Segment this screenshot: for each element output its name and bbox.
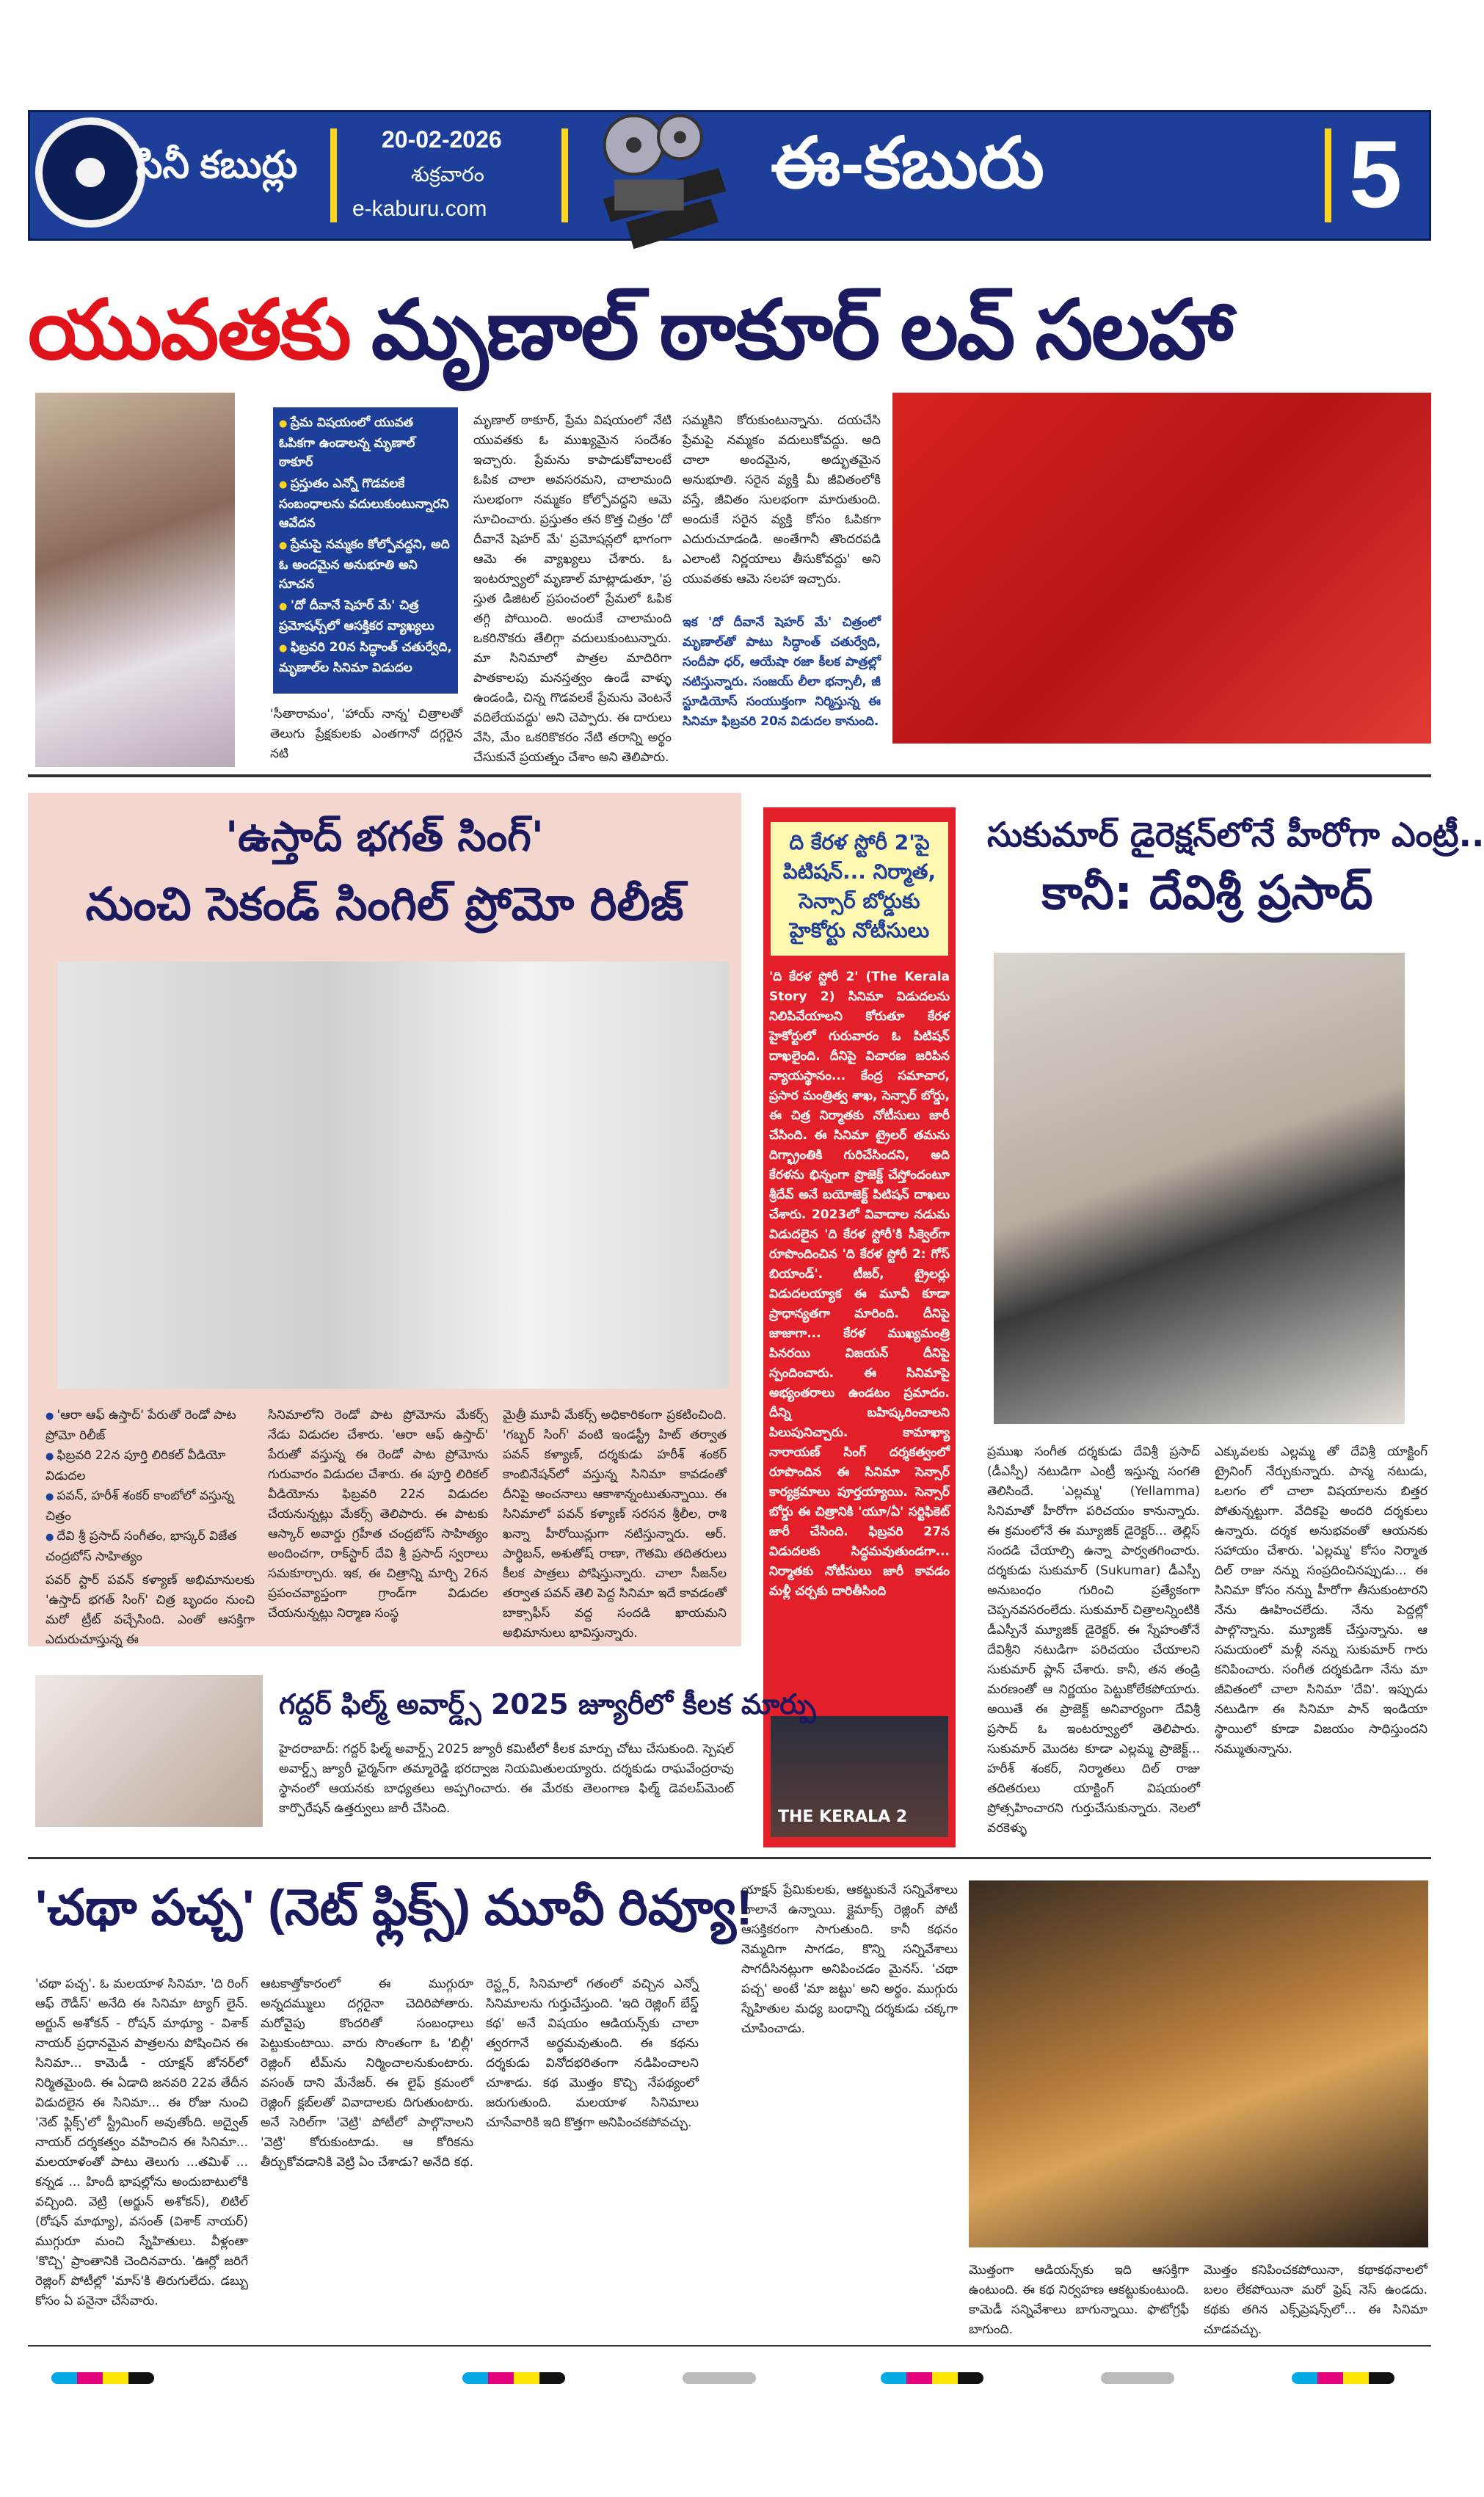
story6-col4: యాక్షన్ ప్రేమికులకు, ఆకట్టుకునే సన్నివేశాలు చాలానే ఉన్నాయి. క్లైమాక్స్ రెజ్లింగ్ పోటీ ఆసక్తికరంగా సాగుతుంది. కానీ కథనం నెమ్మదిగా సాగడం, కొన్ని సన్నివేశాలు సాగదీసినట్లుగా అనిపించడం మైనస్. 'చథా పచ్చ' అంటే 'మా జట్టు' అని అర్థం. ముగ్గురు స్నేహితుల మధ్య బంధాన్ని దర్శకుడు చక్కగా చూపించాడు. — [741, 1883, 958, 2036]
gaddar-awards-photo — [35, 1675, 263, 1827]
website-link[interactable]: e-kaburu.com — [352, 197, 487, 221]
page-number: 5 — [1349, 120, 1403, 228]
story2-bullets — [46, 1406, 255, 1567]
highlight-item: ● ప్రేమపై నమ్మకం కోల్పోవద్దని, అది ఓ అందమైన అనుభూతి అని సూచన — [279, 535, 452, 594]
color-registration-mark — [51, 2372, 154, 2384]
film-projector-icon — [580, 106, 734, 261]
story2-col3: మైత్రీ మూవీ మేకర్స్ అధికారికంగా ప్రకటించింది. 'గబ్బర్ సింగ్' వంటి ఇండస్ట్రీ హిట్ తర్వాత పవన్ కళ్యాణ్, దర్శకుడు హరీశ్ శంకర్ కాంబినేషన్‌లో వస్తున్న సినిమా కావడంతో దీనిపై అంచనాలు ఆకాశాన్నంటుతున్నాయి. ఈ సినిమాలో పవన్ కళ్యాణ్ సరసన శ్రీలీల, రాశి ఖన్నా హీరోయిన్లుగా నటిస్తున్నారు. ఆర్. పార్థిబన్, అశుతోష్ రాణా, గౌతమి తదితరులు కీలక పాత్రలు పోషిస్తున్నారు. చాలా సీజన్‌ల తర్వాత పవన్ తెలి పెద్ద సినిమా ఇదే కావడంతో బాక్సాఫీస్ వద్ద సందడి ఖాయమని అభిమానులు భావిస్తున్నారు. — [503, 1408, 727, 1640]
story4-headline-line1[interactable]: సుకుమార్ డైరెక్షన్‌లోనే హీరోగా ఎంట్రీ.. — [987, 815, 1484, 854]
story1-col1: మృణాల్ ఠాకూర్, ప్రేమ విషయంలో నేటి యువతకు ఓ ముఖ్యమైన సందేశం ఇచ్చారు. ప్రేమను కాపాడుకోవాలంటే ఓపిక చాలా అవసరమని, చాలామంది సులభంగా నమ్మకం కోల్పోవద్దని ఆమె సూచించారు. ప్రస్తుతం తన కొత్త చిత్రం 'దో దీవానే షెహర్ మే' ప్రమోషన్లలో భాగంగా ఆమె ఈ వ్యాఖ్యలు చేశారు. ఓ ఇంటర్వ్యూలో మృణాల్ మాట్లాడుతూ, 'ప్ర స్తుత డిజిటల్ ప్రపంచంలో ప్రేమలో ఓపిక తగ్గి పోయింది. అందుకే చాలామంది ఒకరినొకరు తేలిగ్గా వదులుకుంటున్నారు. మా సినిమాలో పాత్రల మాదిరిగా పాతకాలపు మనస్తత్వం ఉండే వాళ్ళు ఉండండి, చిన్న గొడవలకే ప్రేమను వెంటనే వదిలేయవద్దు' అని చెప్పారు. ఈ దారులు వేసి, మేం ఒకరికొకరం నేటి తరాన్ని అర్థం చేసుకునే ప్రయత్నం చేశాం అని తెలిపారు. — [473, 413, 672, 765]
story6-col1: 'చథా పచ్చ'. ఓ మలయాళ సినిమా. 'ది రింగ్ ఆఫ్ రౌడీస్' అనేది ఈ సినిమా ట్యాగ్ లైన్. అర్జున్ అశోకన్ - రోషన్ మాథ్యూ - విశాక్ నాయర్ ప్రధానమైన పాత్రలను పోషించిన ఈ సినిమా... కామెడీ - యాక్షన్ జోనర్‌లో నిర్మితమైంది. ఈ ఏడాది జనవరి 22వ తేదీన విడుదలైన ఈ సినిమా... ఈ రోజు నుంచి 'నెట్ ఫ్లిక్స్'లో స్ట్రీమింగ్ అవుతోంది. అద్వైత్ నాయర్ దర్శకత్వం వహించిన ఈ సినిమా... మలయాళంతో పాటు తెలుగు ...తమిళ్ ... కన్నడ ... హిందీ భాషల్లోను అందుబాటులోకి వచ్చింది. వెట్రి (అర్జున్ అశోకన్), లిటిల్ (రోషన్ మాథ్యూ), వసంత్ (విశాక్ నాయర్) ముగ్గురూ మంచి స్నేహితులు. వీళ్లంతా 'కొచ్చి' ప్రాంతానికి చెందినవారు. 'ఊర్లో జరిగే రెజ్లింగ్ పోటీల్లో 'మాస్'కి తిరుగులేదు. డబ్బు కోసం ఏ పనైనా చేసేవారు. — [35, 1977, 248, 2308]
bullet-item: ● పవన్, హరీశ్ శంకర్ కాంబోలో వస్తున్న చిత్రం — [46, 1486, 255, 1527]
story2-col1-tail: పవర్ స్టార్ పవన్ కళ్యాణ్ అభిమానులకు 'ఉస్తాద్ భగత్ సింగ్' చిత్ర బృందం నుంచి మరో ట్రీట్ వచ్చేసింది. ఎంతో ఆసక్తిగా ఎదురుచూస్తున్న ఈ — [46, 1573, 255, 1647]
story6-col3: రెస్ట్లర్, సినిమాలో గతంలో వచ్చిన ఎన్నో సినిమాలను గుర్తుచేస్తుంది. 'ఇది రెజ్లింగ్ బేస్డ్ కథ' అనే విషయం ఆడియన్స్‌కు చాలా త్వరగానే అర్థమవుతుంది. ఈ కథను దర్శకుడు వినోదభరితంగా నడిపించాలని చూశాడు. కథ మొత్తం కొచ్చి నేపథ్యంలో జరుగుతుంది. మలయాళ సినిమాలు చూసేవారికి ఇది కొత్తగా అనిపించకపోవచ్చు. — [486, 1977, 699, 2130]
story5-text: హైదరాబాద్: గద్దర్ ఫిల్మ్ అవార్డ్స్ 2025 జ్యూరీ కమిటీలో కీలక మార్పు చోటు చేసుకుంది. స్పెషల్ అవార్డ్స్ జ్యూరీ ఛైర్మన్‌గా తమ్మారెడ్డి భరద్వాజ నియమితులయ్యారు. దర్శకుడు రాఘవేంద్రరావు స్థానంలో ఆయనకు బాధ్యతలు అప్పగించారు. ఈ మేరకు తెలంగాణ ఫిల్మ్ డెవలప్‌మెంట్ కార్పొరేషన్ ఉత్తర్వులు జారీ చేసింది. — [279, 1742, 734, 1816]
section-name: సినీ కబుర్లు — [136, 144, 298, 186]
gray-registration-mark — [683, 2372, 756, 2384]
story3-headline[interactable]: ది కేరళ స్టోరీ 2'పై పిటిషన్... నిర్మాత, సెన్సార్ బోర్డుకు హైకోర్టు నోటీసులు — [771, 822, 948, 956]
bullet-item: ● దేవి శ్రీ ప్రసాద్ సంగీతం, భాస్కర్ విజేత చంద్రబోస్ సాహిత్యం — [46, 1527, 255, 1567]
highlight-item: ● ప్రస్తుతం ఎన్నో గొడవలకే సంబంధాలను వదులుకుంటున్నారని ఆవేదన — [279, 474, 452, 533]
divider-bar — [330, 128, 337, 222]
story2-col2: సినిమాలోని రెండో పాట ప్రోమోను మేకర్స్ నేడు విడుదల చేశారు. 'ఆరా ఆఫ్ ఉస్తాద్' పేరుతో వస్తున్న ఈ రెండో పాట ప్రోమోను గురువారం విడుదల చేశారు. ఈ పూర్తి లిరికల్ వీడియోను ఫిబ్రవరి 22న విడుదల చేయనున్నట్లు మేకర్స్ తెలిపారు. ఈ పాటకు ఆస్కార్ అవార్డు గ్రహీత చంద్రబోస్ సాహిత్యం అందించగా, రాక్‌స్టార్ దేవి శ్రీ ప్రసాద్ స్వరాలు సమకూర్చారు. ఇక, ఈ చిత్రాన్ని మార్చి 26న ప్రపంచవ్యాప్తంగా గ్రాండ్‌గా విడుదల చేయనున్నట్లు నిర్మాణ సంస్థ — [268, 1408, 488, 1621]
issue-date: 20-02-2026 — [382, 126, 502, 153]
story2-headline[interactable]: నుంచి సెకండ్ సింగిల్ ప్రోమో రిలీజ్ — [85, 877, 684, 931]
story6-headline[interactable]: 'చథా పచ్చ' (నెట్ ఫ్లిక్స్) మూవీ రివ్యూ! — [35, 1880, 753, 1936]
story1-headline-red: యువతకు — [28, 284, 350, 376]
highlight-item: ● ఫిబ్రవరి 20న సిద్ధాంత్ చతుర్వేది, మృణాల్‌ల సినిమా విడుదల — [279, 638, 452, 677]
highlight-item: ● 'దో దీవానే షెహర్ మే' చిత్ర ప్రమోషన్స్‌లో ఆసక్తికర వ్యాఖ్యలు — [279, 596, 452, 636]
bullet-item: ● ఫిబ్రవరి 22న పూర్తి లిరికల్ వీడియో విడుదల — [46, 1446, 255, 1486]
dsp-sukumar-photo — [994, 953, 1405, 1424]
brand-name: ఈ-కబురు — [771, 124, 1044, 203]
story1-info-box: ఇక 'దో దీవానే షెహర్ మే' చిత్రంలో మృణాల్‌తో పాటు సిద్ధాంత్ చతుర్వేది, సందీపా ధర్, ఆయేషా రజా కీలక పాత్రల్లో నటిస్తున్నారు. సంజయ్ లీలా భన్సాలీ, జీ స్టూడియోస్ సంయుక్తంగా నిర్మిస్తున్న ఈ సినిమా ఫిబ్రవరి 20న విడుదల కానుంది. — [683, 615, 881, 729]
mrunal-photo — [35, 393, 235, 767]
page-bottom-rule — [28, 2345, 1431, 2347]
story4-col1: ప్రముఖ సంగీత దర్శకుడు దేవిశ్రీ ప్రసాద్ (డీఎస్పీ) నటుడిగా ఎంట్రీ ఇస్తున్న సంగతి తెలిసిందే. 'ఎల్లమ్మ' (Yellamma) సినిమాతో హీరోగా పరిచయం కానున్నారు. ఈ క్రమంలోనే ఈ మ్యూజిక్ డైరెక్టర్... తెల్లిస్ సందడి చేయాల్సి ఉన్నా పార్వతగించారు. దర్శకుడు సుకుమార్ (Sukumar) డీఎస్పీ అనుబంధం గురించి ప్రత్యేకంగా చెప్పనవసరంలేదు. సుకుమార్ చిత్రాలన్నింటికి డీఎస్పీనే మ్యూజిక్ డైరెక్టర్. ఈ స్నేహంతోనే దేవిశ్రీని నటుడిగా పరిచయం చేయాలని సుకుమార్ ప్లాన్ చేశారు. కానీ, తన తండ్రి మరణంతో ఆ నిర్ణయం పెట్టుకోలేకపోయారు. అయితే ఈ ప్రాజెక్ట్ అనివార్యంగా దేవిశ్రీ ప్రసాద్ ఓ ఇంటర్వ్యూలో తెలిపారు. సుకుమార్ మొదట కూడా ఎల్లమ్మ ప్రాజెక్ట్... హరీశ్ శంకర్, నిర్మాతలు దిల్ రాజు తదితరులు యాక్టింగ్ విషయంలో ప్రోత్సహించారని గుర్తుచేసుకున్నారు. నెలలో వరకెళ్ళు — [987, 1444, 1200, 1836]
story5-headline[interactable]: గద్దర్ ఫిల్మ్ అవార్డ్స్ 2025 జ్యూరీలో కీలక మార్పు — [279, 1688, 816, 1720]
story4-col2: ఎక్కువలకు ఎల్లమ్మ తో దేవిశ్రీ యాక్టింగ్ ట్రైనింగ్ నేర్చుకున్నారు. పాన్మ నటుడు, ఒలగం లో చాలా విషయాలను బిత్తర పోతున్నట్టుగా. వేదికపై అందరి దర్శకులు ఉన్నారు. దర్శక అనుభవంతో ఆయనకు సహాయం చేశారు. 'ఎల్లమ్మ' కోసం నిర్మాత దిల్ రాజు నన్ను సంప్రదించినప్పుడు... ఈ సినిమా కోసం నన్ను హీరోగా తీసుకుంటారని నేను ఊహించలేదు. నేను పెద్దల్లో పాల్గొన్నాను. మ్యూజిక్ చేస్తున్నాను. ఆ సమయంలో మళ్లీ నన్ను సుకుమార్ గారు కనిపించారు. సంగీత దర్శకుడిగా నేను మా జీవితంలో చాలా సినిమా 'దేవి'. ఇప్పుడు నటుడిగా ఈ సినిమా పాన్ ఇండియా స్థాయిలో కూడా విజయం సాధిస్తుందని నమ్ముతున్నాను. — [1215, 1444, 1427, 1756]
color-registration-mark — [1292, 2372, 1394, 2384]
story4-headline-line2[interactable]: కానీ: దేవిశ్రీ ప్రసాద్ — [1041, 866, 1373, 920]
section-divider — [28, 1857, 1431, 1859]
color-registration-mark — [462, 2372, 565, 2384]
kerala-story-poster — [771, 1716, 948, 1837]
story1-headline[interactable] — [28, 283, 1232, 399]
story1-col1-tail: 'సీతారామం', 'హాయ్ నాన్న' చిత్రాలతో తెలుగు ప్రేక్షకులకు ఎంతగానో దగ్గరైన నటి — [270, 707, 462, 761]
chatha-pacha-poster — [969, 1880, 1428, 2247]
story1-col2: సమ్మకిని కోరుకుంటున్నాను. దయచేసి ప్రేమపై నమ్మకం వదులుకోవద్దు. అది చాలా అందమైన, అద్భుతమైన అనుభూతి. సరైన వ్యక్తి మీ జీవితంలోకి వస్తే, జీవితం సులభంగా మారుతుంది. అందుకే సరైన వ్యక్తి కోసం ఓపికగా ఎదురుచూడండి. అంతేగానీ తొందరపడి ఎలాంటి నిర్ణయాలు తీసుకోవద్దు' అని యువతకు ఆమె సలహా ఇచ్చారు. — [683, 413, 881, 586]
divider-bar — [1325, 128, 1331, 222]
issue-day: శుక్రవారం — [411, 163, 484, 186]
color-registration-mark — [881, 2372, 983, 2384]
story1-highlights — [273, 407, 458, 694]
gray-registration-mark — [1101, 2372, 1174, 2384]
divider-bar — [561, 128, 568, 222]
story3-text: 'ది కేరళ స్టోరీ 2' (The Kerala Story 2) సినిమా విడుదలను నిలిపివేయాలని కోరుతూ కేరళ హైకోర్టులో గురువారం ఓ పిటిషన్ దాఖలైంది. దీనిపై విచారణ జరిపిన న్యాయస్థానం... కేంద్ర సమాచార, ప్రసార మంత్రిత్వ శాఖ, సెన్సార్ బోర్డు, ఈ చిత్ర నిర్మాతకు నోటీసులు జారీ చేసింది. ఈ సినిమా ట్రైలర్ తమను దిగ్భ్రాంతికి గురిచేసిందని, అది కేరళను భిన్నంగా ప్రొజెక్ట్ చేస్తోందంటూ శ్రీదేవ్ అనే బయోజెక్ట్ పిటిషన్ దాఖలు చేశారు. 2023లో వివాదాల నడుమ విడుదలైన 'ది కేరళ స్టోరీ'కి సీక్వెల్‌గా రూపొందించిన 'ది కేరళ స్టోరీ 2: గోస్ బియాండ్'. టీజర్, ట్రైలర్లు విడుదలయ్యాక ఈ మూవీ కూడా ప్రాధాన్యతగా మారింది. దీనిపై జాజాగా... కేరళ ముఖ్యమంత్రి పినరయి విజయన్ దీనిపై స్పందించారు. ఈ సినిమాపై అభ్యంతరాలు ఉండటం ప్రమాదం. దీన్ని బహిష్కరించాలని పిలుపునిచ్చారు. కామాఖ్యా నారాయణ్ సింగ్ దర్శకత్వంలో రూపొందిన ఈ సినిమా సెన్సార్ కార్యక్రమాలు పూర్తయ్యాయి. సెన్సార్ బోర్డు ఈ చిత్రానికి 'యూ/ఏ' సర్టిఫికెట్ జారీ చేసింది. ఫిబ్రవరి 27న విడుదలకు సిద్ధమవుతుండగా... నిర్మాతకు నోటీసులు జారీ కావడం మళ్లీ చర్చకు దారితీసింది — [769, 970, 950, 1599]
bullet-item: ● 'ఆరా ఆఫ్ ఉస్తాద్' పేరుతో రెండో పాట ప్రోమో రిలీజ్ — [46, 1406, 255, 1446]
ustaad-photo — [57, 962, 729, 1389]
highlight-item: ● ప్రేమ విషయంలో యువత ఓపికగా ఉండాలన్న మృణాల్ ఠాకూర్ — [279, 413, 452, 472]
story6-col5: మొత్తంగా ఆడియన్స్‌కు ఇది ఆసక్తిగా ఉంటుంది. ఈ కథ నిర్వహణ ఆకట్టుకుంటుంది. కామెడీ సన్నివేశాలు బాగున్నాయి. ఫొటోగ్రఫీ బాగుంది. — [969, 2263, 1189, 2337]
story6-col6: మొత్తం కనిపించకపోయినా, కథాకథనాలలో బలం లేకపోయినా మరో ఫ్రెష్ నెస్ ఉండదు. కథకు తగిన ఎక్స్‌ప్రెషన్స్‌లో... ఈ సినిమా చూడవచ్చు. — [1204, 2263, 1427, 2337]
story2-kicker[interactable]: 'ఉస్తాద్ భగత్ సింగ్' — [225, 813, 544, 861]
section-divider — [28, 774, 1431, 777]
film-reel-logo-icon — [35, 117, 145, 228]
story1-headline-rest: మృణాల్ ఠాకూర్ లవ్ సలహా — [371, 284, 1232, 376]
story6-col2: ఆటకాత్తోకారంలో ఈ ముగ్గురూ అన్నదమ్ములు దగ్గరైనా చెదిరిపోతారు. మరోవైపు కొందరితో సంబంధాలు పెట్టుకుంటాయి. వారు సొంతంగా ఓ 'బిల్లీ' రెజ్లింగ్ టీమ్‌ను నిర్మించాలనుకుంటారు. వసంత్ దాని మేనేజర్. ఈ లైఫ్ క్రమంలో రెజ్లింగ్ క్లబ్‌లతో వివాదాలకు దిగుతుంటారు. అనే సెరిల్‌గా 'వెట్రి' పోటీలో పాల్గొనాలని 'వెట్రి' కోరుకుంటాడు. ఆ కోరికను తీర్చుకోవడానికి వెట్రి ఏం చేశాడు? అనేది కథ. — [261, 1977, 473, 2170]
poster-title: THE KERALA 2 — [778, 1808, 908, 1826]
mrunal-red-dress-photo — [892, 393, 1431, 744]
